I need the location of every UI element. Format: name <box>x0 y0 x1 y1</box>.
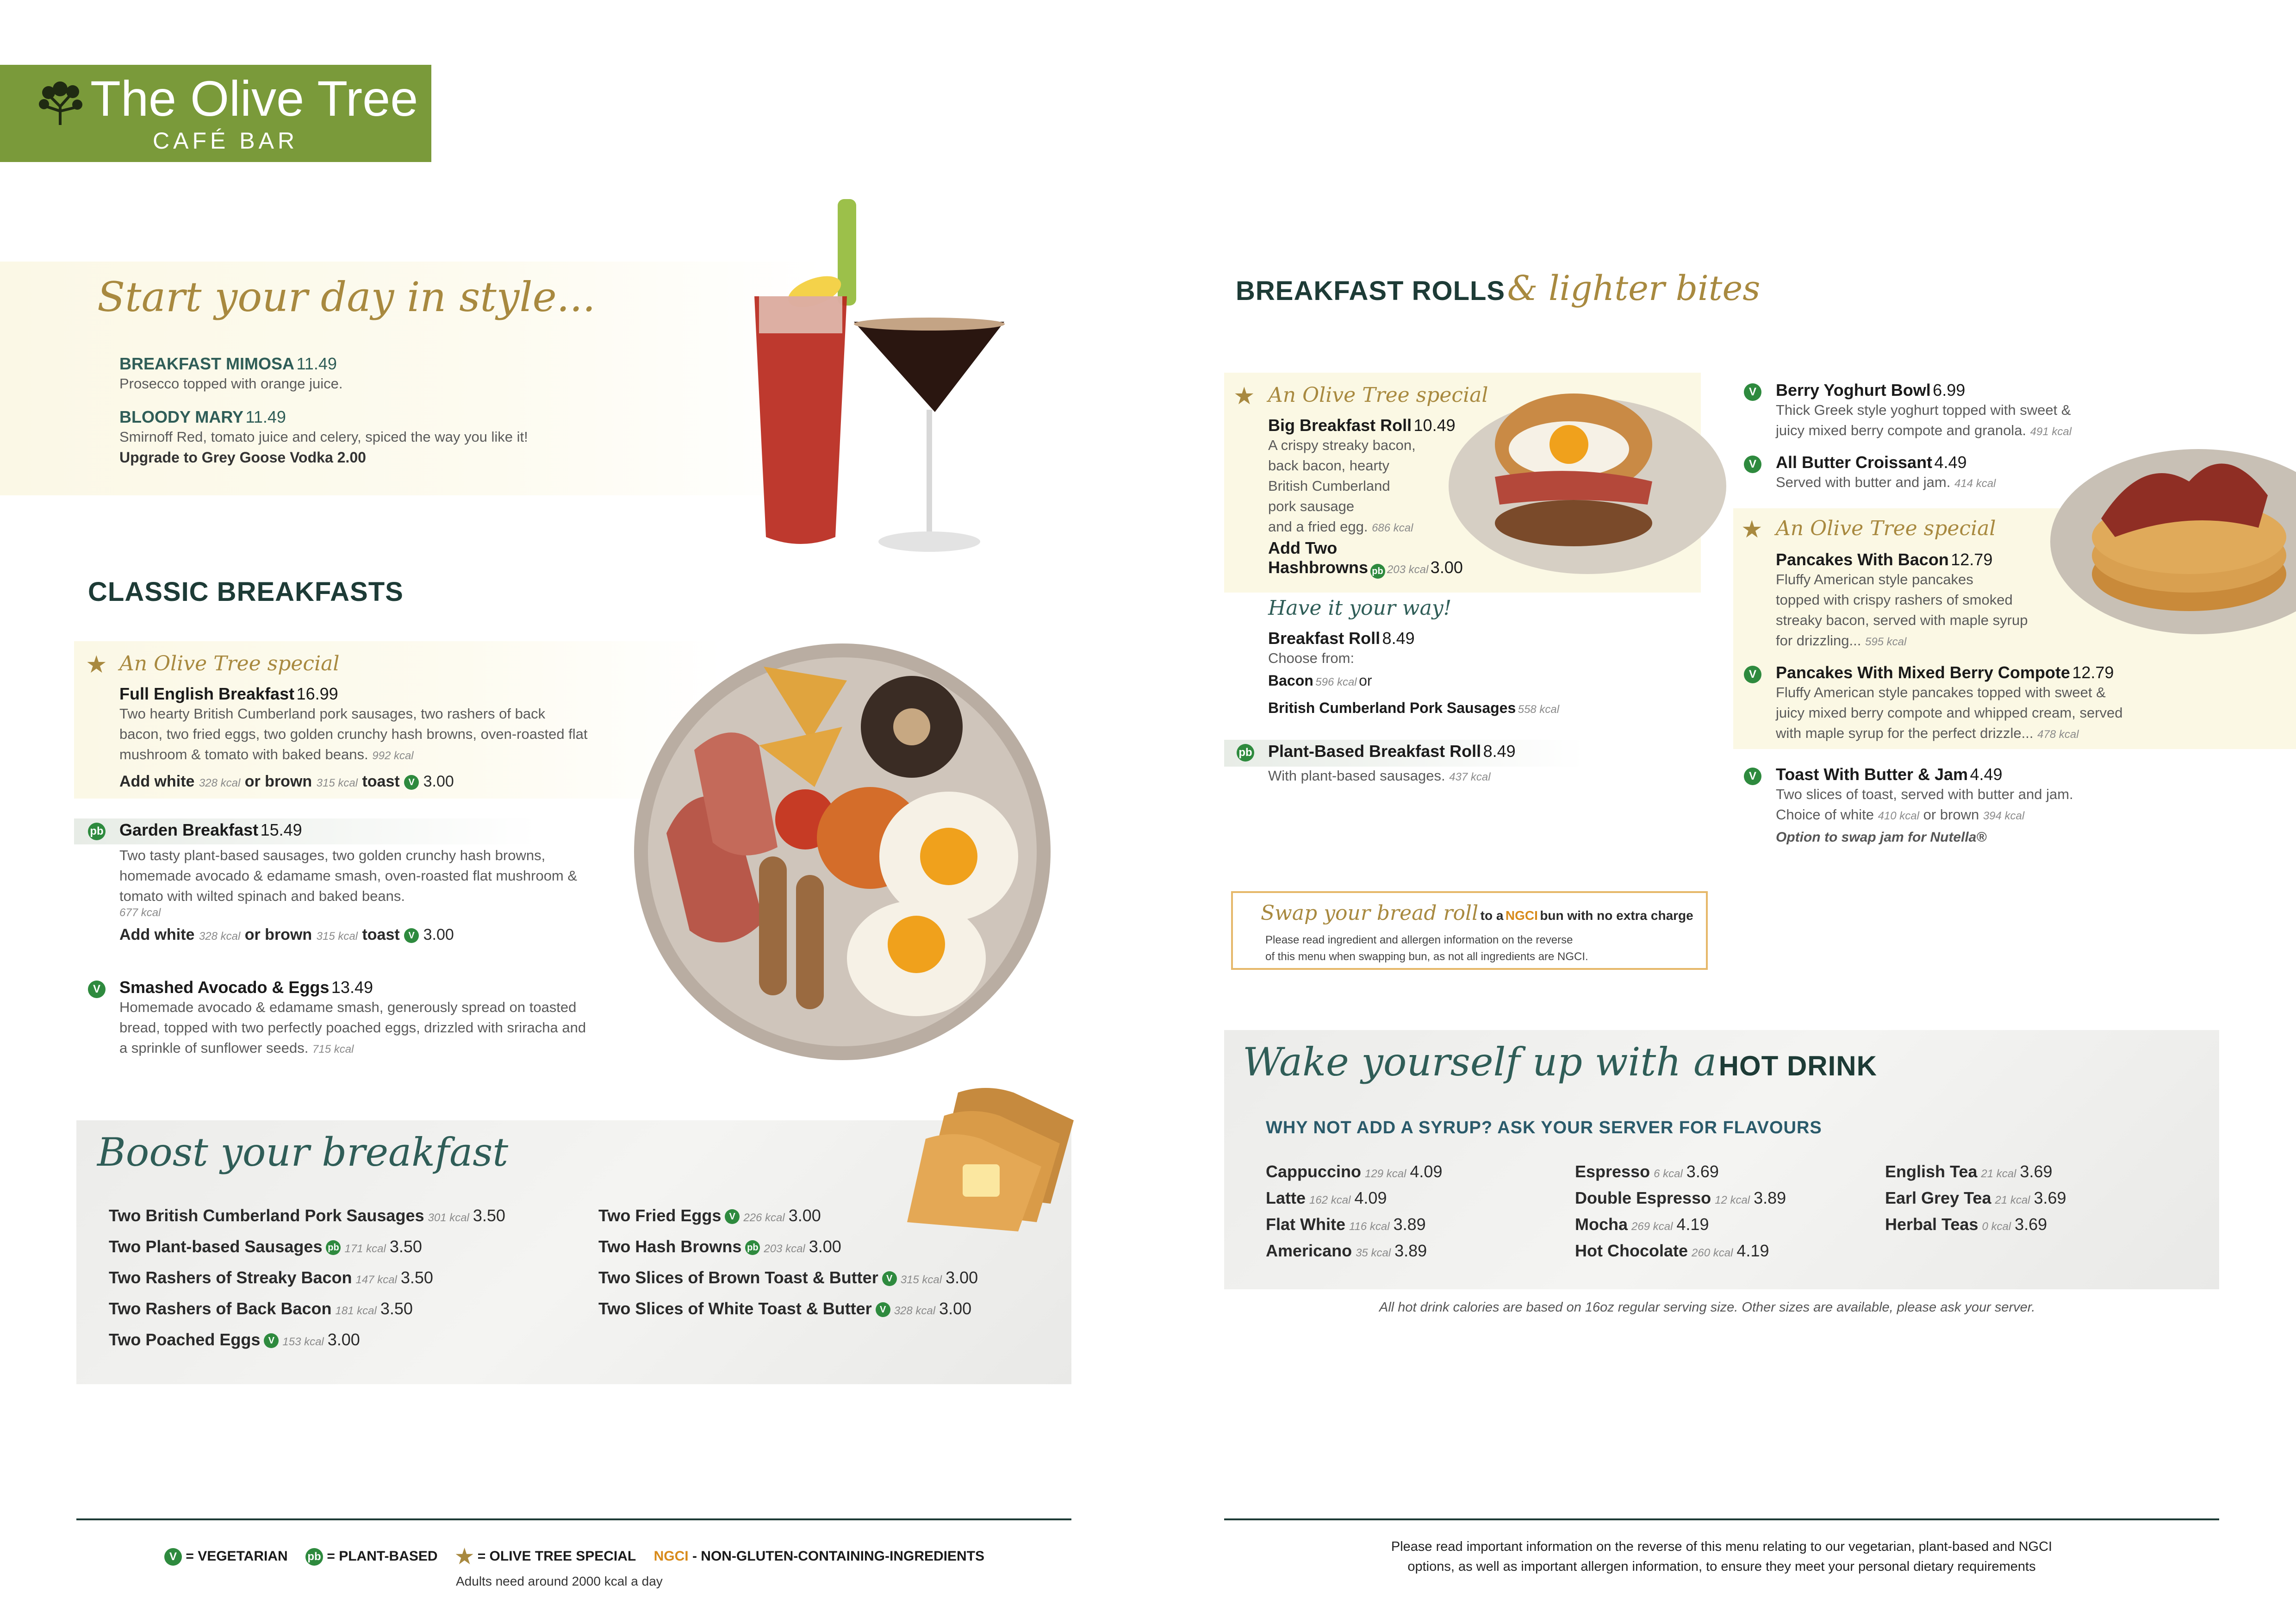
item-name: Mocha <box>1575 1215 1628 1234</box>
item-price: 3.50 <box>400 1268 433 1287</box>
plant-based-icon: pb <box>745 1240 760 1255</box>
vegetarian-icon: V <box>725 1209 740 1224</box>
boost-script-title: Boost your breakfast <box>97 1130 509 1175</box>
item-name: English Tea <box>1885 1162 1978 1181</box>
vegetarian-icon: V <box>88 981 106 998</box>
item-name: Hot Chocolate <box>1575 1241 1688 1260</box>
vegetarian-icon: V <box>164 1548 182 1566</box>
plant-based-icon: pb <box>326 1240 341 1255</box>
vegetarian-icon: V <box>876 1302 890 1317</box>
list-item <box>109 1330 505 1361</box>
list-item <box>1885 1188 2066 1215</box>
special-label: An Olive Tree special <box>119 652 340 675</box>
item-price: 3.50 <box>380 1299 413 1318</box>
list-item <box>1266 1241 1442 1268</box>
item-price: 4.19 <box>1736 1241 1769 1260</box>
item-name: Latte <box>1266 1188 1306 1207</box>
item-name: Flat White <box>1266 1215 1345 1234</box>
right-footer-rule <box>1224 1518 2219 1520</box>
breakfast-roll-image <box>1444 375 1731 579</box>
item-kcal: 153 kcal <box>282 1336 324 1348</box>
list-item <box>109 1237 505 1268</box>
item-kcal: 315 kcal <box>900 1274 942 1286</box>
vegetarian-icon: V <box>1744 456 1761 473</box>
list-item <box>1885 1215 2066 1241</box>
have-it-label: Have it your way! <box>1268 596 1452 620</box>
item-name: Herbal Teas <box>1885 1215 1979 1234</box>
item-price: 3.50 <box>473 1206 505 1225</box>
list-item <box>109 1206 505 1237</box>
big-roll-item: Big Breakfast Roll 10.49 A crispy streaky bacon, back bacon, hearty British Cumberland pork sausage and a fried egg. 686 kcal Add Two Hashbrowns pb 203 kcal 3.00 <box>1268 416 1463 579</box>
item-kcal: 171 kcal <box>344 1243 386 1255</box>
hot-col-3 <box>1885 1162 2066 1241</box>
item-name: Americano <box>1266 1241 1352 1260</box>
plant-roll-item: Plant-Based Breakfast Roll 8.49 With plant-based sausages. 437 kcal <box>1268 742 1516 784</box>
list-item <box>1885 1162 2066 1188</box>
list-item <box>1266 1162 1442 1188</box>
item-price: 3.00 <box>788 1206 821 1225</box>
item-name: Two Hash Browns <box>598 1237 742 1256</box>
croissant-item: All Butter Croissant 4.49 Served with butter and jam. 414 kcal <box>1776 453 1996 490</box>
item-kcal: 260 kcal <box>1692 1247 1733 1259</box>
brand-subtitle: CAFÉ BAR <box>153 128 299 154</box>
item-kcal: 301 kcal <box>428 1212 469 1224</box>
special-star-icon: ★ <box>455 1545 474 1568</box>
item-price: 3.89 <box>1754 1188 1786 1207</box>
item-price: 4.19 <box>1676 1215 1709 1234</box>
item-price: 3.69 <box>2034 1188 2066 1207</box>
toast-jam-item: Toast With Butter & Jam 4.49 Two slices of toast, served with butter and jam. Choice of white 410 kcal or brown 394 kcal Option to swap jam for Nutella® <box>1776 765 2073 845</box>
item-price: 3.00 <box>946 1268 978 1287</box>
plant-based-icon: pb <box>305 1548 323 1566</box>
item-kcal: 6 kcal <box>1654 1168 1683 1180</box>
vegetarian-icon: V <box>882 1271 897 1286</box>
hot-col-2 <box>1575 1162 1786 1268</box>
rolls-title: BREAKFAST ROLLS & lighter bites <box>1236 269 1761 308</box>
vegetarian-icon: V <box>1744 666 1761 683</box>
vegetarian-icon: V <box>264 1333 279 1348</box>
avocado-item: Smashed Avocado & Eggs 13.49 Homemade avocado & edamame smash, generously spread on toasted bread, topped with two perfectly poached eggs, drizzled with sriracha and a sprinkle of sunflower seeds. 715 kcal <box>119 978 586 1056</box>
item-kcal: 162 kcal <box>1309 1194 1351 1206</box>
drinks-script-title: Start your day in style... <box>97 273 596 321</box>
lighter-special-label: An Olive Tree special <box>1776 517 1996 540</box>
item-price: 3.69 <box>2020 1162 2053 1181</box>
full-english-image <box>625 634 1060 1069</box>
plant-based-icon: pb <box>88 823 106 840</box>
item-kcal: 203 kcal <box>764 1243 805 1255</box>
vegetarian-icon: V <box>1744 768 1761 785</box>
legend-adults: Adults need around 2000 kcal a day <box>456 1574 663 1588</box>
hot-col-1 <box>1266 1162 1442 1268</box>
item-kcal: 269 kcal <box>1631 1220 1673 1233</box>
list-item <box>109 1299 505 1330</box>
footer-note-2: options, as well as important allergen information, to ensure they meet your personal dietary requirements <box>1407 1559 2036 1574</box>
garden-item: Garden Breakfast 15.49 Two tasty plant-based sausages, two golden crunchy hash browns, homemade avocado & edamame smash, oven-roasted flat mushroom & tomato with wilted spinach and baked beans. 677 kcal Add white 328 kcal or brown 315 kcal toast V 3.00 <box>119 820 578 943</box>
berry-bowl-item: Berry Yoghurt Bowl 6.99 Thick Greek style yoghurt topped with sweet & juicy mixed berry compote and granola. 491 kcal <box>1776 381 2072 438</box>
hot-drink-note: All hot drink calories are based on 16oz regular serving size. Other sizes are available, please ask your server. <box>1379 1300 2035 1315</box>
item-kcal: 21 kcal <box>1995 1194 2030 1206</box>
list-item <box>1575 1162 1786 1188</box>
item-kcal: 116 kcal <box>1349 1220 1390 1233</box>
plant-based-icon: pb <box>1237 744 1254 762</box>
item-name: Two Slices of White Toast & Butter <box>598 1299 872 1318</box>
item-price: 3.89 <box>1394 1241 1427 1260</box>
breakfast-roll-item: Breakfast Roll 8.49 Choose from: Bacon 596 kcal or British Cumberland Pork Sausages 558 kcal <box>1268 629 1560 716</box>
vegetarian-icon: V <box>404 928 419 943</box>
hot-drink-title: Wake yourself up with a HOT DRINK <box>1243 1039 1877 1085</box>
item-name: Two Rashers of Streaky Bacon <box>109 1268 352 1287</box>
item-price: 4.09 <box>1410 1162 1443 1181</box>
plant-based-icon: pb <box>1370 564 1385 579</box>
brand-logo <box>0 65 431 162</box>
legend: V = VEGETARIAN pb = PLANT-BASED ★ = OLIVE TREE SPECIAL NGCI - NON-GLUTEN-CONTAINING-INGREDIENTS <box>164 1545 984 1569</box>
full-english-item: Full English Breakfast 16.99 Two hearty British Cumberland pork sausages, two rashers of back bacon, two fried eggs, two golden crunchy hash browns, oven-roasted flat mushroom & tomato with baked beans. 992 kcal Add white 328 kcal or brown 315 kcal toast V 3.00 <box>119 684 588 790</box>
list-item <box>598 1299 978 1330</box>
pancakes-image <box>2050 426 2296 648</box>
item-kcal: 328 kcal <box>894 1305 936 1317</box>
list-item <box>1266 1215 1442 1241</box>
item-price: 3.00 <box>327 1330 360 1349</box>
item-price: 3.89 <box>1393 1215 1426 1234</box>
classic-title: CLASSIC BREAKFASTS <box>88 577 404 607</box>
list-item <box>1575 1241 1786 1268</box>
item-price: 3.50 <box>389 1237 422 1256</box>
left-footer-rule <box>76 1518 1071 1520</box>
item-kcal: 181 kcal <box>335 1305 377 1317</box>
item-name: Earl Grey Tea <box>1885 1188 1991 1207</box>
pancakes-bacon-item: Pancakes With Bacon 12.79 Fluffy American style pancakes topped with crispy rashers of smoked streaky bacon, served with maple syrup for drizzling... 595 kcal <box>1776 550 2028 649</box>
item-kcal: 35 kcal <box>1356 1247 1391 1259</box>
item-name: Two Plant-based Sausages <box>109 1237 323 1256</box>
brand-name: The Olive Tree <box>90 70 418 126</box>
boost-left-list <box>109 1206 505 1361</box>
item-name: Two Rashers of Back Bacon <box>109 1299 332 1318</box>
item-kcal: 129 kcal <box>1365 1168 1406 1180</box>
rolls-special-label: An Olive Tree special <box>1268 383 1488 407</box>
item-price: 3.00 <box>809 1237 841 1256</box>
item-price: 3.00 <box>939 1299 972 1318</box>
list-item <box>598 1268 978 1299</box>
item-name: Double Espresso <box>1575 1188 1711 1207</box>
item-price: 3.69 <box>1686 1162 1719 1181</box>
swap-box: Swap your bread roll to a NGCI bun with no extra charge Please read ingredient and allergen information on the reverse of this menu when swapping bun, as not all ingredients are NGCI. <box>1231 891 1708 970</box>
item-kcal: 12 kcal <box>1715 1194 1750 1206</box>
syrup-line: WHY NOT ADD A SYRUP? ASK YOUR SERVER FOR FLAVOURS <box>1266 1118 1822 1137</box>
item-kcal: 21 kcal <box>1981 1168 2016 1180</box>
item-name: Two British Cumberland Pork Sausages <box>109 1206 424 1225</box>
list-item <box>109 1268 505 1299</box>
item-kcal: 147 kcal <box>355 1274 397 1286</box>
cocktails-image <box>740 194 1027 574</box>
item-kcal: 0 kcal <box>1982 1220 2011 1233</box>
item-name: Two Poached Eggs <box>109 1330 261 1349</box>
item-kcal: 226 kcal <box>743 1212 785 1224</box>
item-name: Two Fried Eggs <box>598 1206 722 1225</box>
item-price: 4.09 <box>1354 1188 1387 1207</box>
drink-mimosa: BREAKFAST MIMOSA 11.49 Prosecco topped with orange juice. <box>119 354 343 392</box>
list-item <box>598 1237 978 1268</box>
pancakes-berry-item: Pancakes With Mixed Berry Compote 12.79 Fluffy American style pancakes topped with sweet & juicy mixed berry compote and whipped cream, served with maple syrup for the perfect drizzle... 478 kcal <box>1776 663 2123 741</box>
special-star-icon: ★ <box>86 651 107 678</box>
special-star-icon: ★ <box>1233 383 1255 410</box>
vegetarian-icon: V <box>404 775 419 790</box>
list-item <box>1575 1215 1786 1241</box>
item-name: Two Slices of Brown Toast & Butter <box>598 1268 878 1287</box>
list-item <box>1266 1188 1442 1215</box>
special-star-icon: ★ <box>1741 516 1763 543</box>
vegetarian-icon: V <box>1744 383 1761 401</box>
item-name: Espresso <box>1575 1162 1650 1181</box>
item-price: 3.69 <box>2015 1215 2047 1234</box>
item-name: Cappuccino <box>1266 1162 1362 1181</box>
drink-bloody-mary: BLOODY MARY 11.49 Smirnoff Red, tomato juice and celery, spiced the way you like it! Upgrade to Grey Goose Vodka 2.00 <box>119 407 528 466</box>
list-item <box>1575 1188 1786 1215</box>
toast-image <box>907 1083 1083 1236</box>
olive-tree-icon <box>35 79 86 130</box>
footer-note-1: Please read important information on the reverse of this menu relating to our vegetarian, plant-based and NGCI <box>1391 1539 2053 1554</box>
